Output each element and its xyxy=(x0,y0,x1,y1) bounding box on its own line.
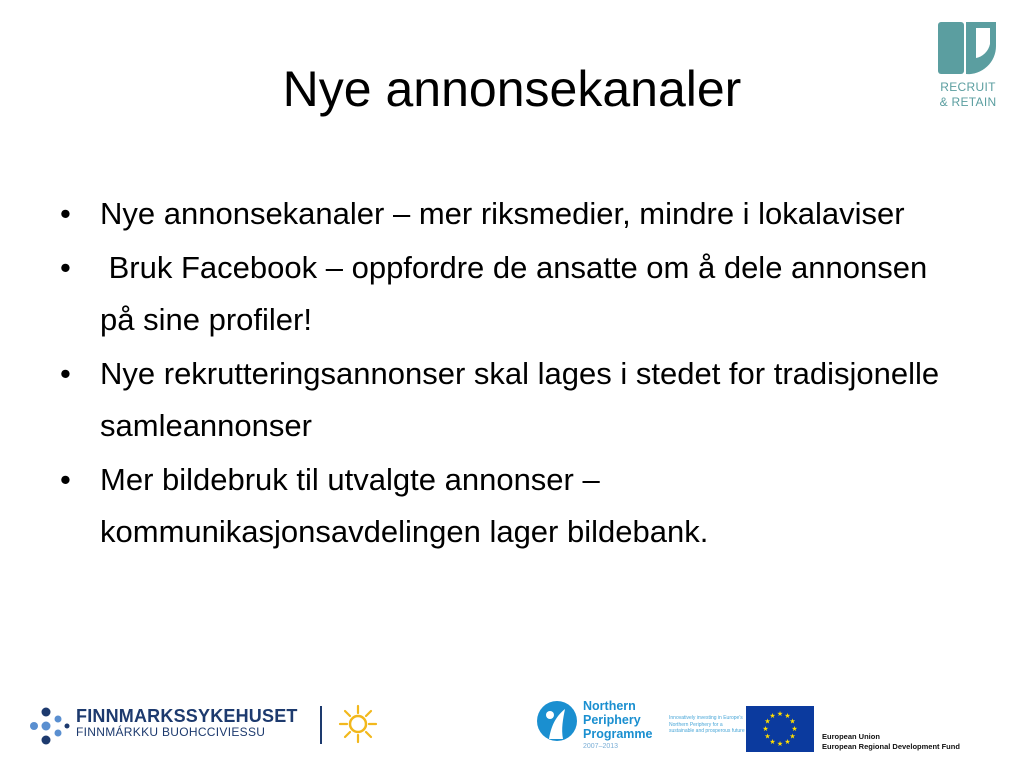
bullet-text: Mer bildebruk til utvalgte annonser – kommunikasjonsavdelingen lager bildebank. xyxy=(100,462,709,549)
bullet-text: Nye rekrutteringsannonser skal lages i stedet for tradisjonelle samleannonser xyxy=(100,356,940,443)
bullet-item xyxy=(60,188,940,240)
svg-text:★: ★ xyxy=(764,717,771,726)
finnmark-dots-icon xyxy=(28,706,70,746)
bullet-marker: • xyxy=(60,250,71,285)
svg-text:★: ★ xyxy=(784,712,791,720)
svg-text:★: ★ xyxy=(789,717,796,726)
eu-line1: European Union xyxy=(822,732,880,741)
bullet-item xyxy=(60,348,940,452)
finnmark-subname: FINNMÁRKKU BUOHCCIVIESSU xyxy=(76,725,266,739)
svg-text:★: ★ xyxy=(762,725,769,733)
northern-periphery-line3: Programme xyxy=(583,727,653,741)
svg-text:★: ★ xyxy=(791,725,798,733)
svg-text:★: ★ xyxy=(784,738,791,746)
svg-text:★: ★ xyxy=(776,740,784,748)
northern-periphery-line2: Periphery xyxy=(583,713,641,727)
eu-flag-icon xyxy=(746,706,814,752)
eu-logo xyxy=(746,706,976,756)
bullet-text: Nye annonsekanaler – mer riksmedier, mindre i lokalaviser xyxy=(100,196,905,231)
slide-title: Nye annonsekanaler xyxy=(282,61,742,117)
northern-periphery-title xyxy=(583,699,652,741)
recruit-retain-line2: & RETAIN xyxy=(939,95,997,109)
svg-text:★: ★ xyxy=(776,710,784,718)
eu-line2: European Regional Development Fund xyxy=(822,742,960,751)
bullet-item xyxy=(60,454,940,558)
finnmark-name: FINNMARKSSYKEHUSET xyxy=(76,706,298,726)
bullet-marker: • xyxy=(60,356,71,391)
svg-text:★: ★ xyxy=(789,732,796,741)
sun-icon xyxy=(338,704,378,744)
bullet-text: Bruk Facebook – oppfordre de ansatte om å dele annonsen på sine profiler! xyxy=(100,250,936,337)
bullet-marker: • xyxy=(60,196,71,231)
northern-periphery-years: 2007–2013 xyxy=(583,743,619,750)
finnmark-divider xyxy=(320,706,322,744)
northern-periphery-tagline: Innovatively investing in Europe's Northern Periphery for a sustainable and prosperous future xyxy=(669,715,745,734)
svg-text:★: ★ xyxy=(764,732,771,741)
bullet-list xyxy=(60,188,940,558)
bullet-item xyxy=(60,242,940,346)
finnmarkssykehuset-logo xyxy=(28,700,388,750)
svg-text:★: ★ xyxy=(769,738,776,746)
northern-periphery-emblem-icon xyxy=(535,699,579,749)
northern-periphery-logo xyxy=(535,697,745,757)
recruit-retain-line1: RECRUIT xyxy=(940,80,996,94)
eu-stars-icon xyxy=(746,706,814,752)
eu-text xyxy=(822,732,960,752)
northern-periphery-line1: Northern xyxy=(583,699,636,713)
bullet-marker: • xyxy=(60,462,71,497)
svg-text:★: ★ xyxy=(769,712,776,720)
